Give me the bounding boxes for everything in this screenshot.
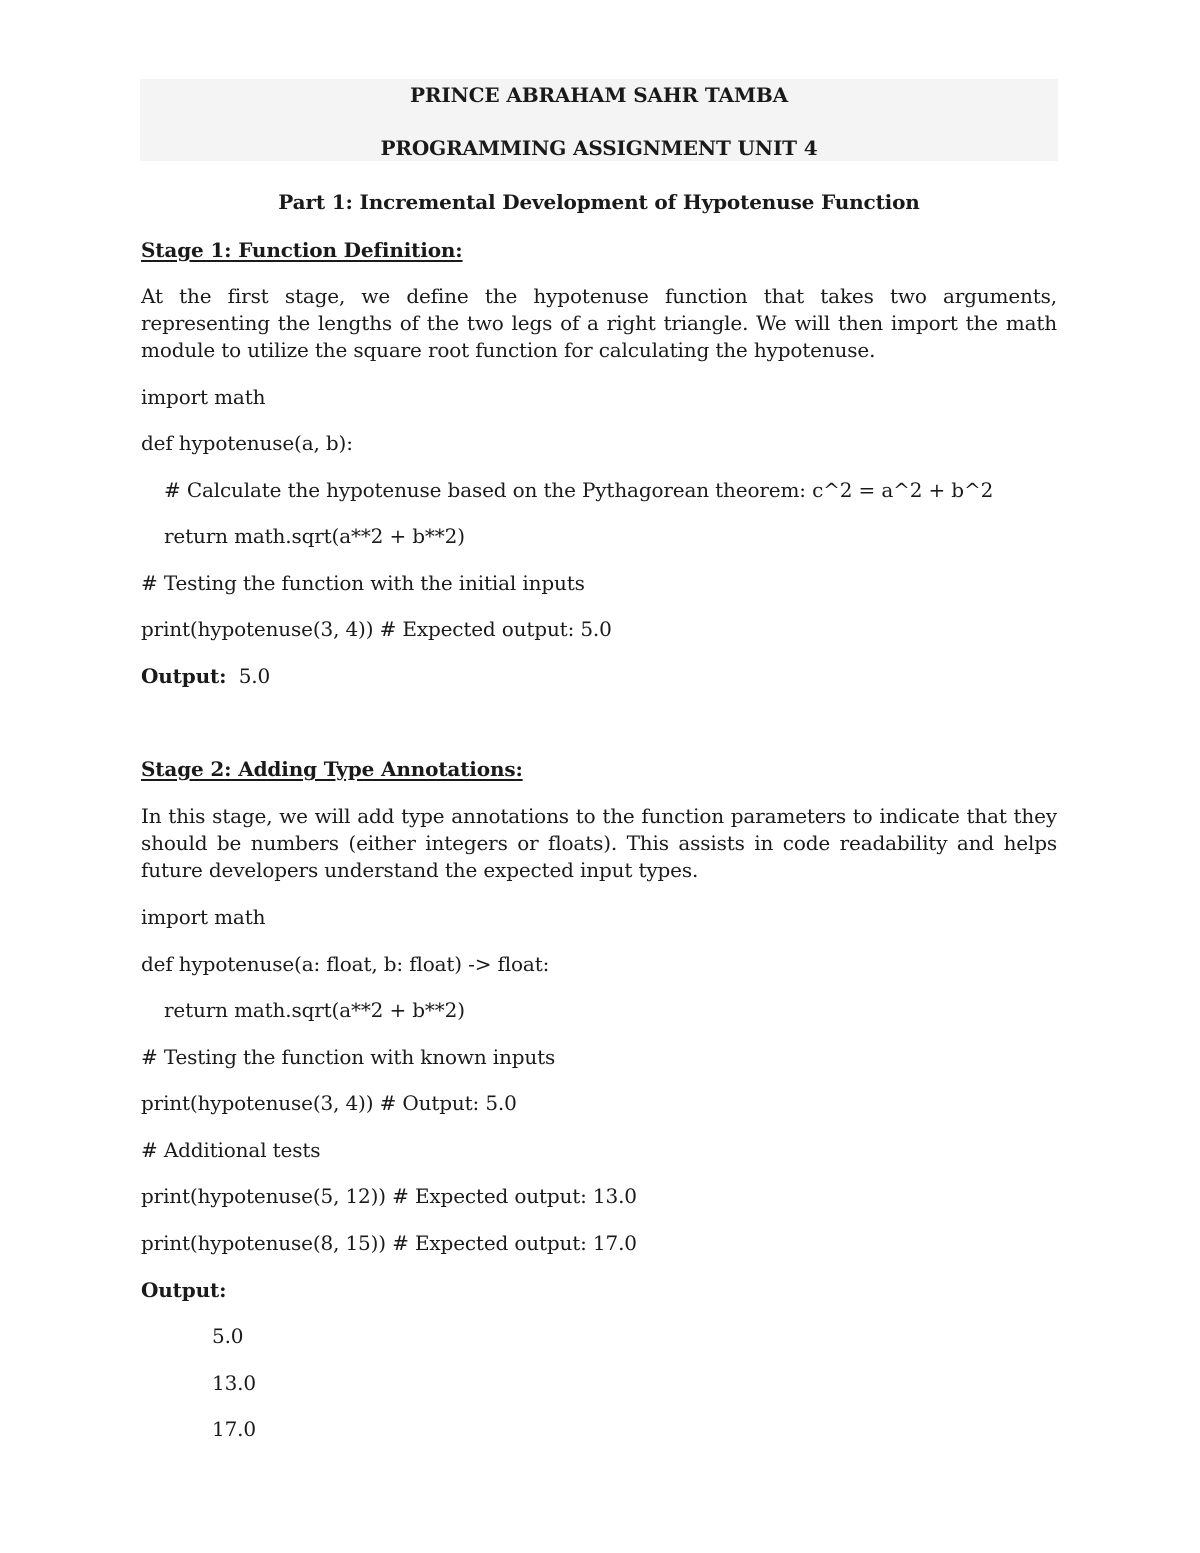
stage1-paragraph: At the first stage, we define the hypotenuse function that takes two arguments, representing the lengths of the two legs of a right triangle. We will then import the math module to utilize the square root function for calculating the hypotenuse. xyxy=(141,284,1057,362)
stage1-code-line: # Testing the function with the initial inputs xyxy=(141,571,585,595)
stage2-code-line: print(hypotenuse(8, 15)) # Expected output: 17.0 xyxy=(141,1231,637,1255)
assignment-title: PROGRAMMING ASSIGNMENT UNIT 4 xyxy=(380,136,818,160)
stage1-code-line: print(hypotenuse(3, 4)) # Expected output: 5.0 xyxy=(141,617,612,641)
stage2-output-label: Output: xyxy=(141,1278,227,1302)
stage1-code-line: return math.sqrt(a**2 + b**2) xyxy=(164,524,465,548)
stage2-code-line: return math.sqrt(a**2 + b**2) xyxy=(164,998,465,1022)
stage2-code-line: print(hypotenuse(3, 4)) # Output: 5.0 xyxy=(141,1091,517,1115)
stage1-output-label: Output: xyxy=(141,664,227,688)
stage2-heading: Stage 2: Adding Type Annotations: xyxy=(141,757,523,781)
stage2-output-value: 13.0 xyxy=(212,1371,256,1395)
stage1-output-value: 5.0 xyxy=(238,664,271,688)
stage1-output xyxy=(141,663,270,689)
stage1-code-line: # Calculate the hypotenuse based on the Pythagorean theorem: c^2 = a^2 + b^2 xyxy=(164,478,994,502)
stage1-code-line: import math xyxy=(141,385,266,409)
author-name: PRINCE ABRAHAM SAHR TAMBA xyxy=(409,83,789,107)
stage1-code-line: def hypotenuse(a, b): xyxy=(141,431,353,455)
stage2-code-line: def hypotenuse(a: float, b: float) -> float: xyxy=(141,952,550,976)
part1-title: Part 1: Incremental Development of Hypotenuse Function xyxy=(278,190,920,214)
stage1-heading: Stage 1: Function Definition: xyxy=(141,238,463,262)
stage2-output-value: 5.0 xyxy=(212,1324,244,1348)
stage2-paragraph: In this stage, we will add type annotations to the function parameters to indicate that they should be numbers (either integers or floats). This assists in code readability and helps future developers understand the expected input types. xyxy=(141,804,1057,882)
stage2-code-line: import math xyxy=(141,905,266,929)
stage2-code-line: print(hypotenuse(5, 12)) # Expected output: 13.0 xyxy=(141,1184,637,1208)
stage2-code-line: # Additional tests xyxy=(141,1138,321,1162)
stage2-output-value: 17.0 xyxy=(212,1417,256,1441)
stage2-code-line: # Testing the function with known inputs xyxy=(141,1045,556,1069)
